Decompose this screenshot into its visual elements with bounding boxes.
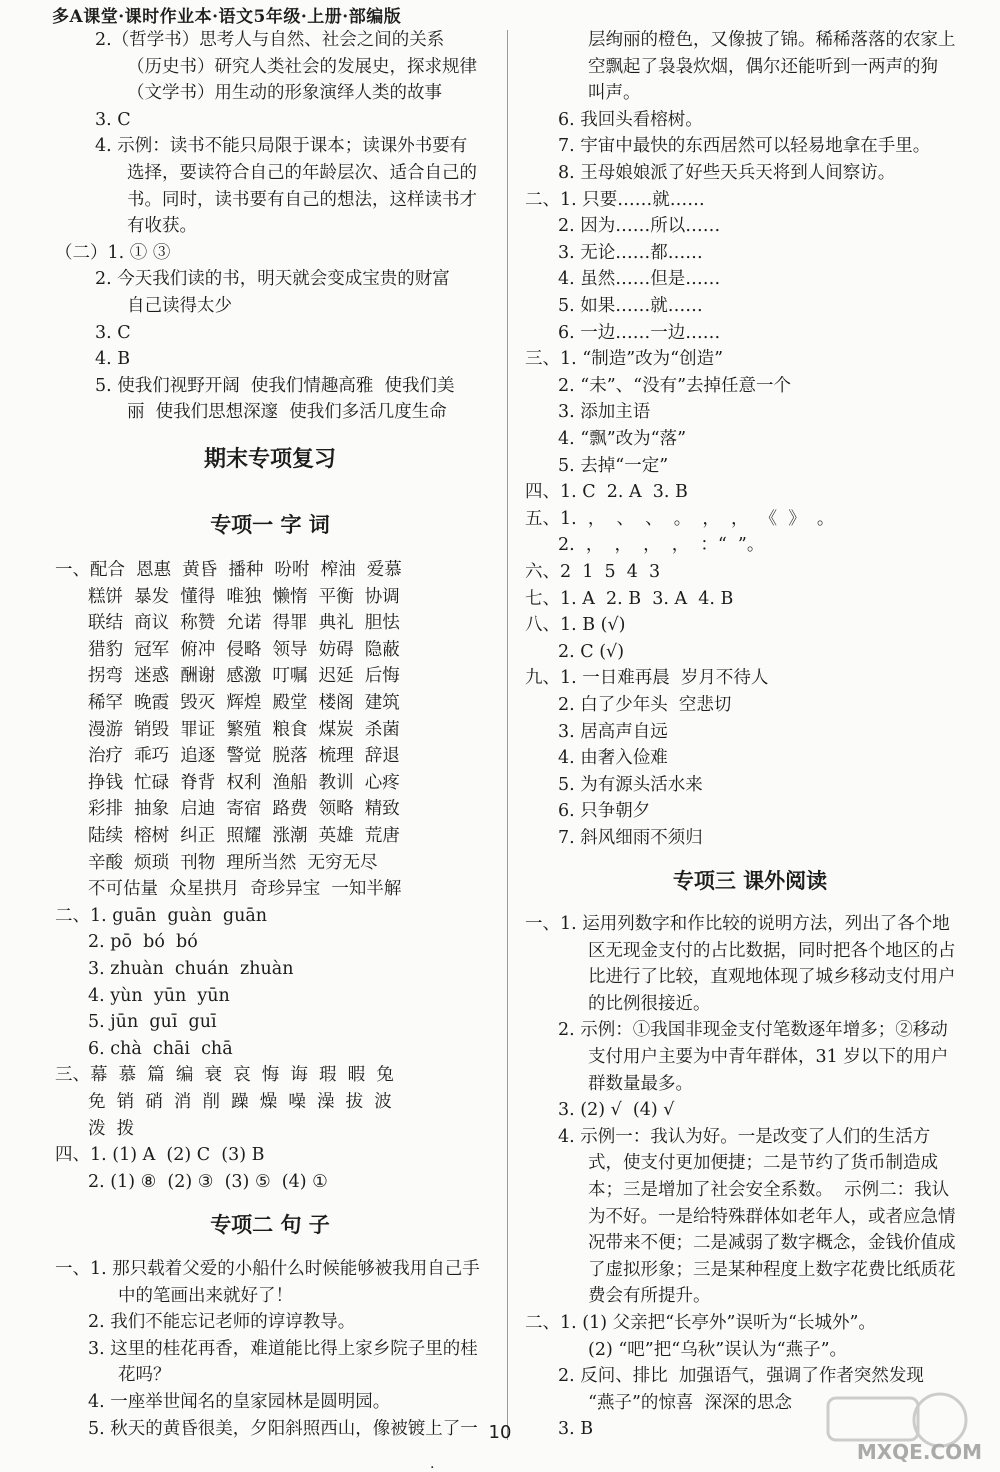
answer-line: 二、1. guān guàn guān: [55, 905, 268, 926]
answer-line: 6. 我回头看榕树。: [558, 109, 703, 130]
answer-line: 挣钱 忙碌 脊背 权利 渔船 教训 心疼: [88, 772, 400, 793]
answer-line: 治疗 乖巧 追逐 警觉 脱落 梳理 辞退: [88, 746, 400, 767]
section-final-heading: 期末专项复习: [203, 447, 336, 472]
answer-line: 层绚丽的橙色，又像披了锦。稀稀落落的农家上: [588, 30, 956, 50]
answer-line: 选择，要读符合自己的年龄层次、适合自己的: [127, 163, 477, 183]
page-number: 10: [488, 1422, 512, 1443]
answer-line: 6. chà chāi chā: [88, 1038, 233, 1059]
answer-line: （文学书）用生动的形象演绎人类的故事: [127, 83, 442, 104]
answer-line: 叫声。: [588, 83, 641, 104]
answer-line: 2. 因为……所以……: [558, 216, 721, 237]
answer-line: 5. 如果……就……: [558, 296, 703, 316]
answer-line: 八、1. B (√): [525, 615, 626, 636]
answer-line: 6. 一边……一边……: [558, 322, 721, 343]
answer-line: 本；三是增加了社会安全系数。 示例二：我认: [588, 1180, 950, 1200]
answer-line: 四、1. C 2. A 3. B: [525, 482, 688, 503]
answer-line: 中的笔画出来就好了！: [118, 1285, 293, 1306]
answer-line: 一、配合 恩惠 黄昏 播种 吩咐 榨油 爱慕: [55, 560, 402, 580]
answer-line: 彩排 抽象 启迪 寄宿 路费 领略 精致: [88, 799, 400, 820]
answer-line: 二、1. (1) 父亲把“长亭外”误听为“长城外”。: [525, 1313, 876, 1333]
answer-line: 2. 示例：①我国非现金支付笔数逐年增多；②移动: [558, 1020, 948, 1041]
answer-line: 2. ， ， ， ， ：“ ”。: [558, 535, 765, 556]
answer-line: 三、幕 慕 篇 编 衰 哀 悔 诲 瑕 暇 兔: [55, 1065, 394, 1086]
answer-line: 支付用户主要为中青年群体，31 岁以下的用户: [588, 1047, 949, 1067]
answer-line: 2. 反问、排比 加强语气，强调了作者突然发现: [558, 1366, 924, 1387]
answer-line: 6. 只争朝夕: [558, 801, 651, 822]
answer-line: 4. yùn yūn yūn: [88, 985, 230, 1006]
answer-line: 3. 无论……都……: [558, 242, 703, 263]
answer-line: 了虚拟形象；三是某种程度上数字花费比纸质花: [588, 1259, 956, 1280]
answer-line: 费会有所提升。: [588, 1286, 711, 1307]
answer-line: 3. zhuàn chuán zhuàn: [88, 959, 294, 979]
answer-line: （历史书）研究人类社会的发展史，探求规律: [127, 56, 477, 77]
answer-line: 3. 这里的桂花再香，难道能比得上家乡院子里的桂: [88, 1338, 478, 1359]
answer-line: 二、1. 只要……就……: [525, 189, 705, 210]
answer-line: 四、1. (1) A (2) C (3) B: [55, 1145, 265, 1166]
answer-line: 一、1. 那只载着父爱的小船什么时候能够被我用自己手: [55, 1259, 480, 1279]
answer-line: 3. B: [558, 1419, 594, 1440]
answer-line: 2. 今天我们读的书，明天就会变成宝贵的财富: [95, 269, 450, 290]
answer-line: 3. 添加主语: [558, 402, 651, 423]
answer-line: 三、1. “制造”改为“创造”: [525, 349, 724, 370]
answer-line: 的比例很接近。: [588, 993, 711, 1014]
answer-line: 九、1. 一日难再晨 岁月不待人: [525, 668, 769, 689]
answer-line: 花吗？: [118, 1365, 171, 1386]
answer-line: 3. C: [95, 109, 131, 130]
answer-line: 免 销 硝 消 削 躁 燥 噪 澡 拔 波: [88, 1092, 392, 1112]
answer-line: 群数量最多。: [588, 1073, 693, 1094]
answer-line: 区无现金支付的占比数据，同时把各个地区的占: [588, 940, 956, 961]
answer-line: 2. pō bó bó: [88, 932, 198, 953]
answer-line: 7. 宇宙中最快的东西居然可以轻易地拿在手里。: [558, 136, 931, 157]
answer-line: 泼 拨: [88, 1118, 135, 1139]
answer-line: 3. (2) √ (4) √: [558, 1100, 675, 1121]
answer-line: 8. 王母娘娘派了好些天兵天将到人间察访。: [558, 163, 896, 183]
answer-line: 4. 一座举世闻名的皇家园林是圆明园。: [88, 1392, 391, 1412]
answer-line: 4. B: [95, 349, 131, 370]
answer-line: 5. 去掉“一定”: [558, 455, 669, 476]
answer-line: 稀罕 晚霞 毁灭 辉煌 殿堂 楼阁 建筑: [88, 693, 400, 713]
section-2-heading: 专项二 句 子: [210, 1213, 330, 1237]
answer-line: “燕子”的惊喜 深深的思念: [588, 1392, 793, 1413]
answer-line: 空飘起了袅袅炊烟，偶尔还能听到一两声的狗: [588, 56, 938, 77]
answer-line: 2. 白了少年头 空悲切: [558, 695, 732, 715]
answer-line: 4. 示例：读书不能只局限于课本；读课外书要有: [95, 136, 468, 157]
answer-line: 自己读得太少: [127, 296, 232, 316]
column-divider: [507, 30, 508, 1440]
answer-line: 4. “飘”改为“落”: [558, 429, 687, 449]
answer-line: 2.（哲学书）思考人与自然、社会之间的关系: [95, 30, 445, 50]
answer-line: 5. 使我们视野开阔 使我们情趣高雅 使我们美: [95, 375, 455, 396]
answer-line: 六、2 1 5 4 3: [525, 562, 661, 582]
answer-line: 2. (1) ⑧ (2) ③ (3) ⑤ (4) ①: [88, 1171, 328, 1192]
answer-line: 比进行了比较，直观地体现了城乡移动支付用户: [588, 967, 956, 988]
answer-line: 丽 使我们思想深邃 使我们多活几度生命: [127, 402, 447, 423]
answer-line: 4. 虽然……但是……: [558, 269, 721, 290]
answer-line: 书。同时，读书要有自己的想法，这样读书才: [127, 189, 477, 210]
answer-line: 5. 秋天的黄昏很美，夕阳斜照西山，像被镀上了一: [88, 1418, 478, 1439]
answer-line: 况带来不便；二是减弱了数字概念，金钱价值成: [588, 1233, 956, 1254]
answer-line: 七、1. A 2. B 3. A 4. B: [525, 588, 734, 609]
answer-line: 2. C (√): [558, 641, 625, 662]
answer-line: (2) “吧”把“乌秋”误认为“燕子”。: [588, 1339, 848, 1360]
page-header: 多A课堂·课时作业本·语文5年级·上册·部编版: [52, 7, 402, 27]
answer-line: 联结 商议 称赞 允诺 得罪 典礼 胆怯: [88, 613, 400, 634]
footer-dot: .: [430, 1456, 435, 1472]
answer-line: 不可估量 众星拱月 奇珍异宝 一知半解: [88, 879, 402, 900]
watermark-text: MXQE.COM: [856, 1440, 982, 1464]
answer-line: 2. “未”、“没有”去掉任意一个: [558, 375, 792, 396]
answer-line: 式，使支付更加便捷；二是节约了货币制造成: [588, 1153, 938, 1174]
answer-line: 4. 示例一：我认为好。一是改变了人们的生活方: [558, 1126, 931, 1147]
answer-line: 7. 斜风细雨不须归: [558, 828, 703, 848]
answer-line: 有收获。: [127, 216, 197, 237]
answer-line: 糕饼 暴发 懂得 唯独 懒惰 平衡 协调: [88, 586, 400, 607]
answer-line: 5. jūn guī guī: [88, 1012, 217, 1033]
answer-line: 5. 为有源头活水来: [558, 774, 703, 795]
answer-line: 五、1. ， 、 、 。 ， ， 《 》 。: [525, 508, 835, 529]
answer-line: 漫游 销毁 罪证 繁殖 粮食 煤炭 杀菌: [88, 719, 400, 740]
answer-line: 拐弯 迷惑 酬谢 感激 叮嘱 迟延 后悔: [88, 666, 400, 687]
answer-line: 辛酸 烦琐 刊物 理所当然 无穷无尽: [88, 852, 378, 873]
answer-line: 陆续 榕树 纠正 照耀 涨潮 英雄 荒唐: [88, 826, 400, 846]
answer-line: 3. C: [95, 322, 131, 343]
answer-line: 一、1. 运用列数字和作比较的说明方法，列出了各个地: [525, 914, 950, 934]
answer-line: 3. 居高声自远: [558, 721, 668, 742]
answer-line: 4. 由奢入俭难: [558, 748, 668, 769]
answer-line: 2. 我们不能忘记老师的谆谆教导。: [88, 1312, 356, 1333]
section-3-heading: 专项三 课外阅读: [672, 869, 828, 893]
answer-line: 猎豹 冠军 俯冲 侵略 领导 妨碍 隐蔽: [88, 639, 400, 660]
answer-line: （二）1. ① ③: [55, 242, 171, 263]
section-1-heading: 专项一 字 词: [210, 513, 330, 537]
answer-line: 为不好。一是给特殊群体如老年人，或者应急情: [588, 1206, 956, 1227]
